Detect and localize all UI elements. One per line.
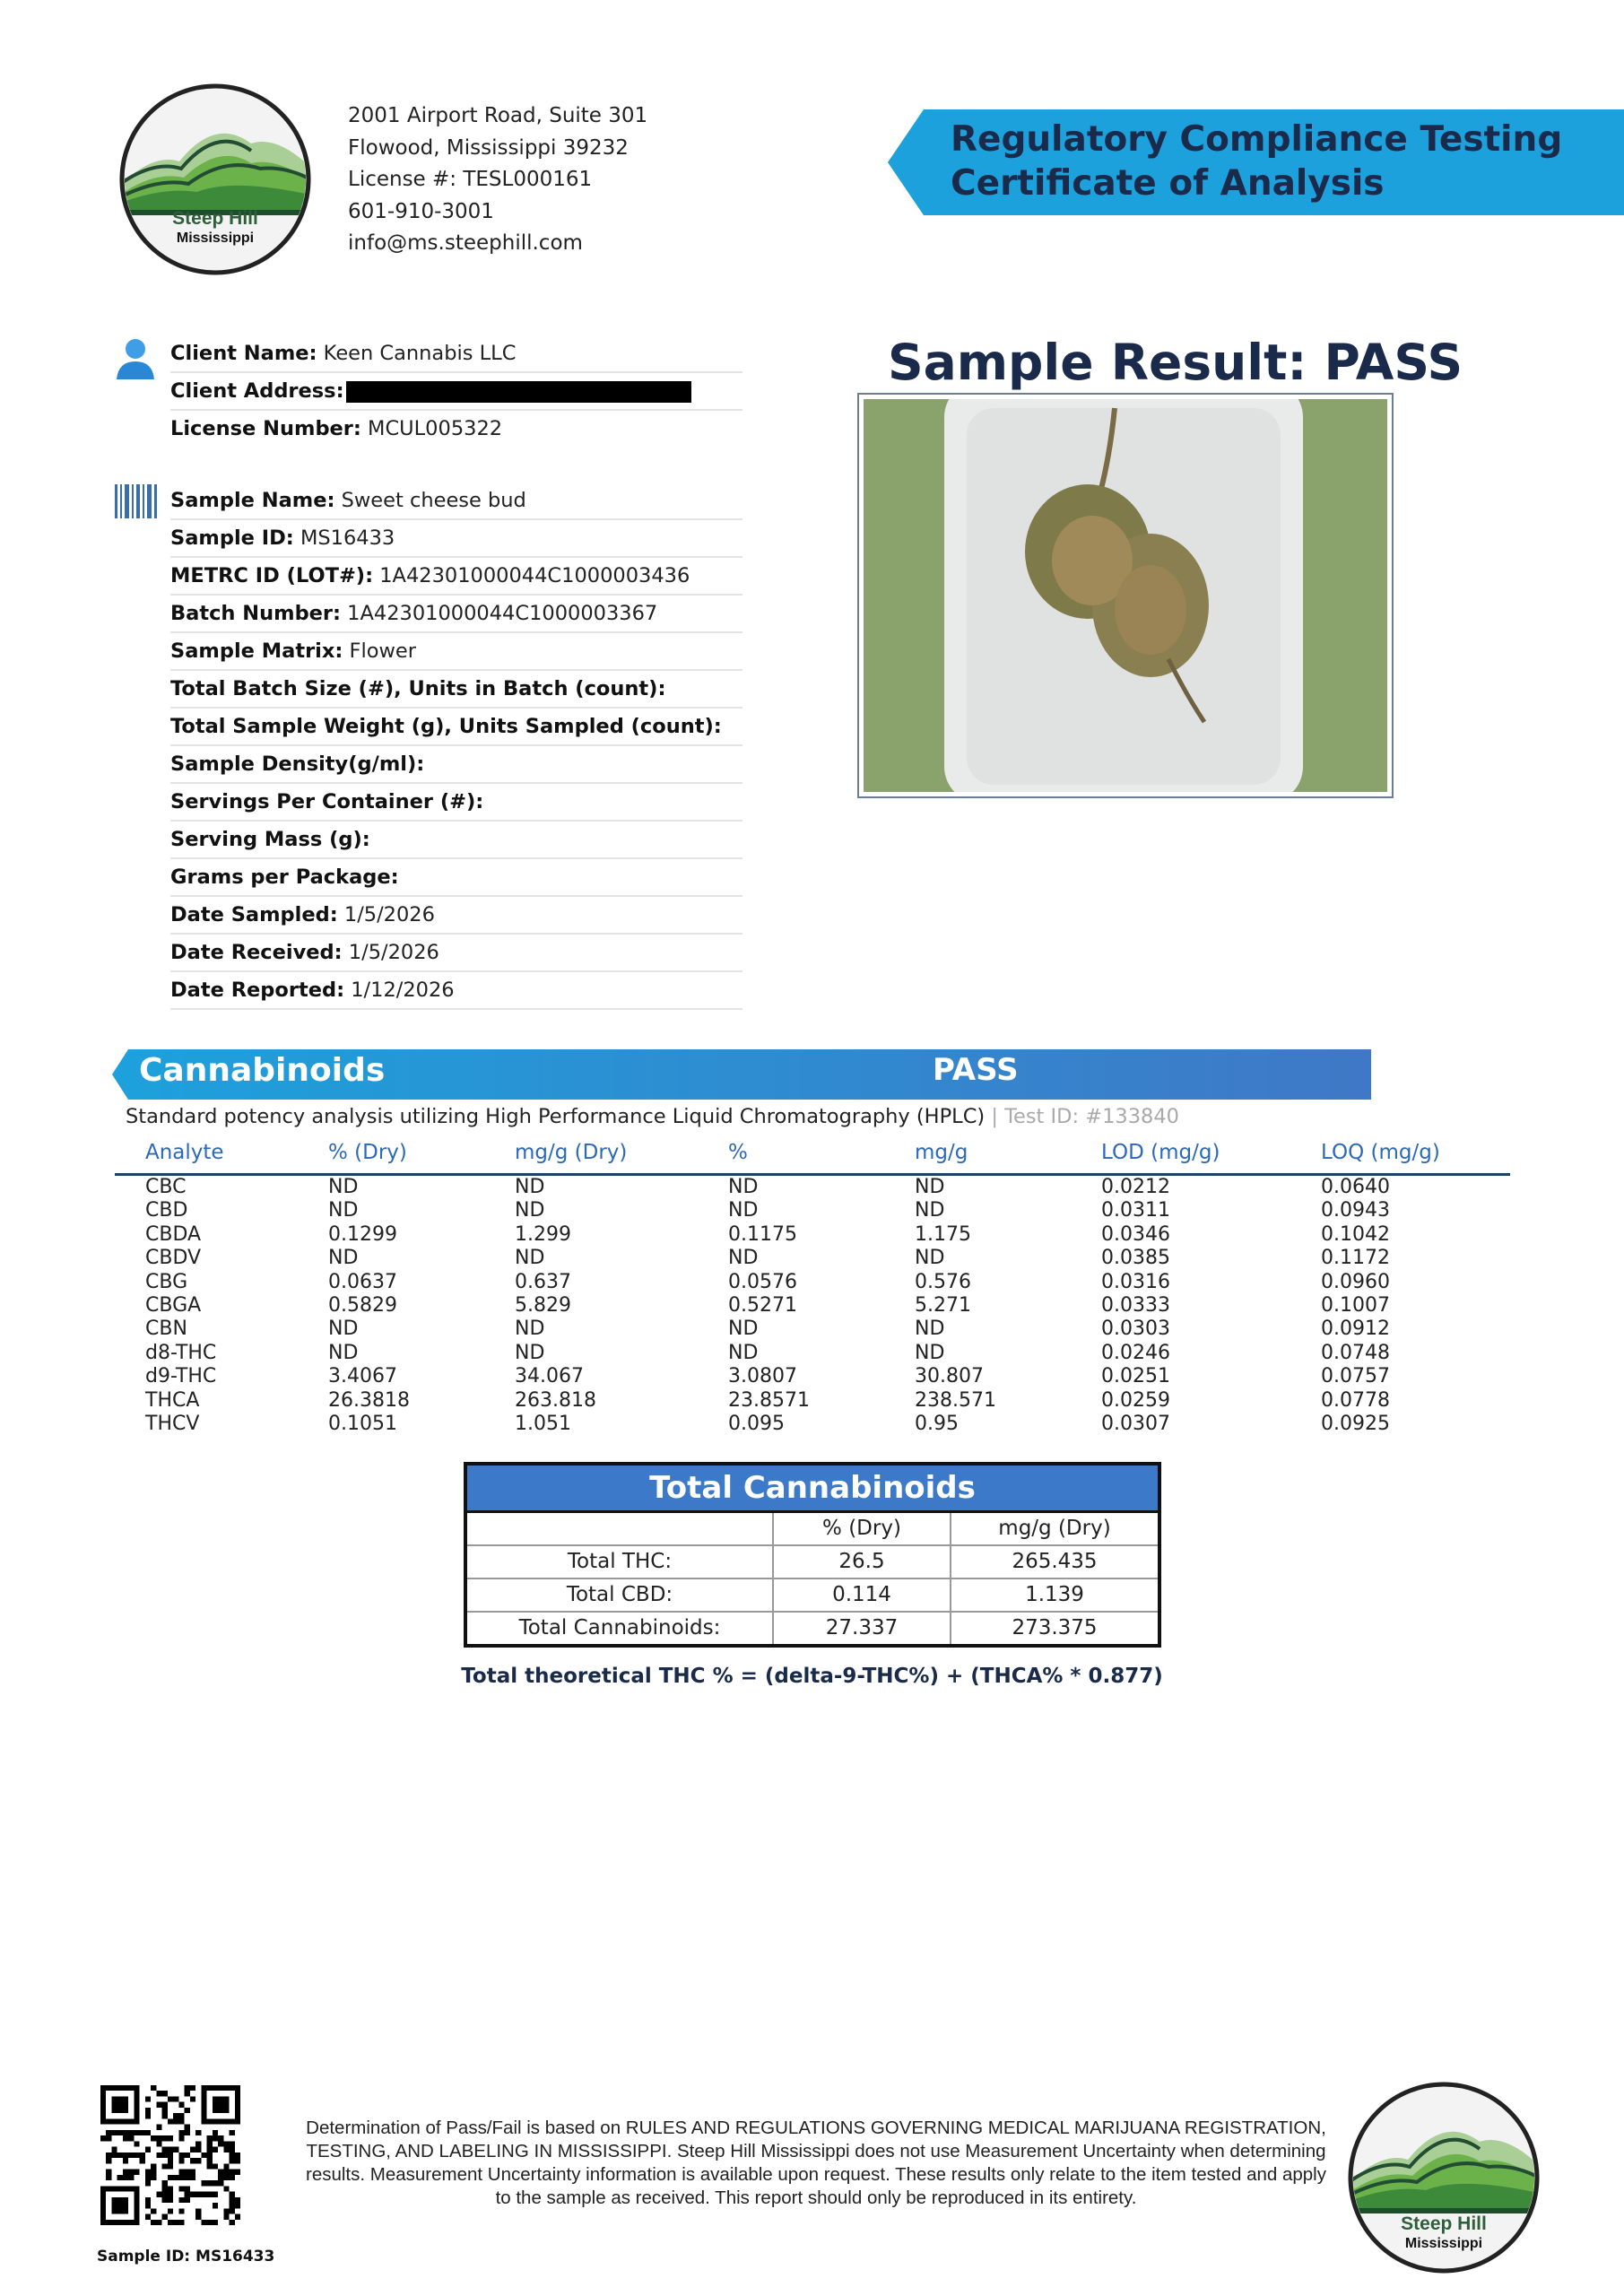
totals-row xyxy=(467,1579,1158,1613)
totals-label: Total CBD: xyxy=(467,1579,774,1611)
analyte-value: 26.3818 xyxy=(328,1388,410,1412)
field-label: Date Reported: xyxy=(170,978,345,1002)
analyte-value: 3.0807 xyxy=(728,1365,797,1388)
column-header: Analyte xyxy=(145,1141,224,1164)
field-label: Sample Matrix: xyxy=(170,639,343,663)
totals-header-row xyxy=(467,1513,1158,1546)
analyte-value: 1.051 xyxy=(515,1412,571,1435)
analyte-value: 0.0748 xyxy=(1321,1341,1390,1364)
totals-value: 265.435 xyxy=(1012,1550,1098,1573)
method-description xyxy=(126,1105,1179,1128)
total-cannabinoids-table xyxy=(464,1462,1161,1648)
analyte-value: ND xyxy=(915,1247,945,1270)
analyte-value: 30.807 xyxy=(915,1365,984,1388)
totals-value: 1.139 xyxy=(1025,1583,1084,1606)
analyte-value: 0.0251 xyxy=(1101,1365,1170,1388)
analyte-value: ND xyxy=(728,1176,759,1198)
analyte-value: 0.576 xyxy=(915,1270,971,1293)
field-label: License Number: xyxy=(170,417,361,440)
field-label: METRC ID (LOT#): xyxy=(170,564,374,587)
qr-code-icon xyxy=(100,2085,240,2225)
analyte-value: ND xyxy=(915,1199,945,1222)
analyte-value: 0.095 xyxy=(728,1412,785,1435)
sample-row xyxy=(170,784,743,822)
analyte-value: 0.5271 xyxy=(728,1293,797,1317)
field-label: Client Address: xyxy=(170,379,344,403)
analyte-value: ND xyxy=(915,1318,945,1341)
analyte-value: 0.95 xyxy=(915,1412,959,1435)
phone-line: 601-910-3001 xyxy=(348,199,494,223)
banner-line-1: Regulatory Compliance Testing xyxy=(951,119,1563,160)
analyte-value: 0.0316 xyxy=(1101,1270,1170,1293)
field-value: MS16433 xyxy=(293,526,395,550)
field-label: Sample Density(g/ml): xyxy=(170,752,425,776)
analyte-value: ND xyxy=(515,1247,545,1270)
analyte-row xyxy=(115,1365,1510,1388)
lab-address xyxy=(348,100,647,260)
totals-value: 0.114 xyxy=(774,1579,951,1611)
totals-row xyxy=(467,1613,1158,1644)
analyte-row xyxy=(115,1176,1510,1199)
analyte-value: 0.0576 xyxy=(728,1270,797,1293)
analyte-value: 0.0333 xyxy=(1101,1293,1170,1317)
field-label: Batch Number: xyxy=(170,602,342,625)
analyte-value: 0.0346 xyxy=(1101,1222,1170,1246)
field-label: Servings Per Container (#): xyxy=(170,790,484,813)
analyte-row xyxy=(115,1223,1510,1247)
totals-header-cell: mg/g (Dry) xyxy=(998,1517,1111,1540)
totals-header-cell xyxy=(467,1513,774,1544)
analyte-value: 0.1051 xyxy=(328,1412,397,1435)
analyte-value: ND xyxy=(328,1318,359,1341)
sample-row xyxy=(170,558,743,596)
analyte-value: 0.0259 xyxy=(1101,1388,1170,1412)
analyte-value: 0.637 xyxy=(515,1270,571,1293)
totals-label: Total THC: xyxy=(467,1546,774,1578)
field-value: 1/5/2026 xyxy=(342,941,439,964)
client-address-row xyxy=(170,373,743,411)
sample-result-title: Sample Result: PASS xyxy=(888,334,1463,391)
analyte-value: ND xyxy=(328,1247,359,1270)
column-header: LOQ (mg/g) xyxy=(1321,1141,1440,1164)
sample-row xyxy=(170,596,743,633)
analyte-value: 0.1299 xyxy=(328,1222,397,1246)
lab-logo xyxy=(117,81,314,278)
sample-row xyxy=(170,746,743,784)
analyte-value: ND xyxy=(728,1247,759,1270)
analyte-name: CBDV xyxy=(145,1247,202,1270)
analyte-value: ND xyxy=(728,1199,759,1222)
analyte-row xyxy=(115,1342,1510,1365)
sample-row xyxy=(170,709,743,746)
cannabinoids-status: PASS xyxy=(933,1052,1019,1088)
barcode-icon xyxy=(115,484,158,518)
client-name-row xyxy=(170,335,743,373)
analyte-row xyxy=(115,1389,1510,1413)
analyte-value: 1.175 xyxy=(915,1222,971,1246)
field-label: Serving Mass (g): xyxy=(170,828,370,851)
analyte-value: 0.0303 xyxy=(1101,1318,1170,1341)
field-value: Sweet cheese bud xyxy=(334,489,526,512)
footer-logo xyxy=(1345,2079,1542,2276)
logo-region: Mississippi xyxy=(1404,2236,1483,2251)
column-header: LOD (mg/g) xyxy=(1101,1141,1220,1164)
sample-row xyxy=(170,483,743,520)
field-value: 1A42301000044C1000003436 xyxy=(373,564,690,587)
analyte-name: CBC xyxy=(145,1176,187,1198)
analyte-value: 0.1007 xyxy=(1321,1293,1390,1317)
sample-row xyxy=(170,897,743,935)
analyte-row xyxy=(115,1199,1510,1222)
analyte-table xyxy=(115,1176,1510,1436)
field-value: MCUL005322 xyxy=(360,417,503,440)
logo-name: Steep Hill xyxy=(172,208,258,229)
license-line: License #: TESL000161 xyxy=(348,168,593,191)
field-label: Date Received: xyxy=(170,941,343,964)
client-info xyxy=(170,335,743,447)
analyte-value: 0.0246 xyxy=(1101,1341,1170,1364)
analyte-value: 0.0385 xyxy=(1101,1247,1170,1270)
column-header: mg/g (Dry) xyxy=(515,1141,628,1164)
analyte-row xyxy=(115,1271,1510,1294)
banner-line-2: Certificate of Analysis xyxy=(951,163,1385,204)
field-label: Sample Name: xyxy=(170,489,335,512)
mountain-logo-icon xyxy=(117,81,314,278)
analyte-row xyxy=(115,1318,1510,1341)
analyte-value: ND xyxy=(728,1318,759,1341)
address-line: 2001 Airport Road, Suite 301 xyxy=(348,104,648,127)
field-value: Keen Cannabis LLC xyxy=(317,342,517,365)
analyte-name: CBN xyxy=(145,1318,187,1341)
sample-row xyxy=(170,935,743,972)
analyte-value: ND xyxy=(915,1176,945,1198)
method-text: Standard potency analysis utilizing High Performance Liquid Chromatography (HPLC) xyxy=(126,1105,986,1128)
sample-row xyxy=(170,520,743,558)
field-value: Flower xyxy=(343,639,417,663)
analyte-value: ND xyxy=(515,1341,545,1364)
field-label: Grams per Package: xyxy=(170,865,399,889)
totals-value: 26.5 xyxy=(774,1546,951,1578)
analyte-value: ND xyxy=(328,1199,359,1222)
thc-formula: Total theoretical THC % = (delta-9-THC%) + (THCA% * 0.877) xyxy=(461,1665,1163,1688)
field-value: 1/12/2026 xyxy=(344,978,455,1002)
sample-row xyxy=(170,633,743,671)
analyte-value: 0.0960 xyxy=(1321,1270,1390,1293)
analyte-value: 0.1175 xyxy=(728,1222,797,1246)
analyte-value: 23.8571 xyxy=(728,1388,810,1412)
analyte-value: 5.271 xyxy=(915,1293,971,1317)
sample-info xyxy=(170,483,743,1010)
field-value: 1A42301000044C1000003367 xyxy=(341,602,658,625)
analyte-name: d9-THC xyxy=(145,1365,217,1388)
cannabinoids-title: Cannabinoids xyxy=(139,1052,386,1089)
analyte-value: 0.0640 xyxy=(1321,1176,1390,1198)
analyte-value: 0.0311 xyxy=(1101,1199,1170,1222)
sample-row xyxy=(170,671,743,709)
totals-row xyxy=(467,1546,1158,1579)
logo-region: Mississippi xyxy=(176,230,255,246)
analyte-value: 1.299 xyxy=(515,1222,571,1246)
field-label: Date Sampled: xyxy=(170,903,338,926)
cannabis-bud-photo-icon xyxy=(864,399,1387,792)
analyte-value: 34.067 xyxy=(515,1365,584,1388)
totals-value: 273.375 xyxy=(1012,1616,1098,1639)
license-number-row xyxy=(170,411,743,447)
analyte-value: ND xyxy=(328,1176,359,1198)
analyte-value: 0.0912 xyxy=(1321,1318,1390,1341)
analyte-value: 0.0757 xyxy=(1321,1365,1390,1388)
analyte-value: ND xyxy=(328,1341,359,1364)
analyte-name: CBG xyxy=(145,1270,188,1293)
sample-row xyxy=(170,822,743,859)
analyte-value: 5.829 xyxy=(515,1293,571,1317)
analyte-value: 0.0778 xyxy=(1321,1388,1390,1412)
analyte-value: ND xyxy=(515,1176,545,1198)
disclaimer-text: Determination of Pass/Fail is based on RULES AND REGULATIONS GOVERNING MEDICAL MARIJUANA REGISTRATION, TESTING, AND LABELING IN MISSISSIPPI. Steep Hill Mississippi does not use Measurement Uncertainty when determining results. Measurement Uncertainty information is available upon request. These results only relate to the item tested and apply to the sample as received. This report should only be reproduced in its entirety. xyxy=(306,2118,1326,2208)
email-line: info@ms.steephill.com xyxy=(348,231,583,255)
analyte-row xyxy=(115,1413,1510,1436)
analyte-value: ND xyxy=(515,1199,545,1222)
analyte-table-header xyxy=(115,1137,1510,1176)
redaction-bar xyxy=(346,381,691,403)
analyte-name: CBDA xyxy=(145,1222,202,1246)
column-header: % xyxy=(728,1141,748,1164)
analyte-value: 0.0925 xyxy=(1321,1412,1390,1435)
analyte-value: ND xyxy=(728,1341,759,1364)
field-value: 1/5/2026 xyxy=(337,903,435,926)
analyte-value: 0.1042 xyxy=(1321,1222,1390,1246)
analyte-row xyxy=(115,1294,1510,1318)
banner-title xyxy=(951,117,1562,205)
analyte-value: 263.818 xyxy=(515,1388,596,1412)
analyte-value: 3.4067 xyxy=(328,1365,397,1388)
field-label: Total Sample Weight (g), Units Sampled (count): xyxy=(170,715,722,738)
logo-name: Steep Hill xyxy=(1401,2213,1487,2234)
analyte-value: 238.571 xyxy=(915,1388,996,1412)
field-label: Client Name: xyxy=(170,342,317,365)
sample-photo xyxy=(857,393,1394,798)
analyte-value: 0.0943 xyxy=(1321,1199,1390,1222)
analyte-value: 0.5829 xyxy=(328,1293,397,1317)
totals-value: 27.337 xyxy=(774,1613,951,1644)
analyte-value: ND xyxy=(915,1341,945,1364)
field-label: Total Batch Size (#), Units in Batch (count): xyxy=(170,677,666,700)
totals-title: Total Cannabinoids xyxy=(467,1465,1158,1513)
sample-row xyxy=(170,972,743,1010)
user-icon xyxy=(115,336,156,381)
address-line: Flowood, Mississippi 39232 xyxy=(348,135,629,160)
analyte-value: 0.1172 xyxy=(1321,1247,1390,1270)
analyte-name: THCA xyxy=(145,1388,200,1412)
analyte-name: THCV xyxy=(145,1412,200,1435)
totals-label: Total Cannabinoids: xyxy=(467,1613,774,1644)
test-id: | Test ID: #133840 xyxy=(985,1105,1179,1128)
footer-sample-id: Sample ID: MS16433 xyxy=(97,2248,275,2266)
analyte-row xyxy=(115,1247,1510,1270)
totals-header-cell: % (Dry) xyxy=(774,1513,951,1544)
column-header: % (Dry) xyxy=(328,1141,407,1164)
sample-row xyxy=(170,859,743,897)
analyte-name: CBD xyxy=(145,1199,188,1222)
analyte-name: d8-THC xyxy=(145,1341,217,1364)
column-header: mg/g xyxy=(915,1141,968,1164)
analyte-value: 0.0307 xyxy=(1101,1412,1170,1435)
analyte-value: 0.0212 xyxy=(1101,1176,1170,1198)
analyte-value: 0.0637 xyxy=(328,1270,397,1293)
analyte-name: CBGA xyxy=(145,1293,202,1317)
analyte-value: ND xyxy=(515,1318,545,1341)
field-label: Sample ID: xyxy=(170,526,294,550)
